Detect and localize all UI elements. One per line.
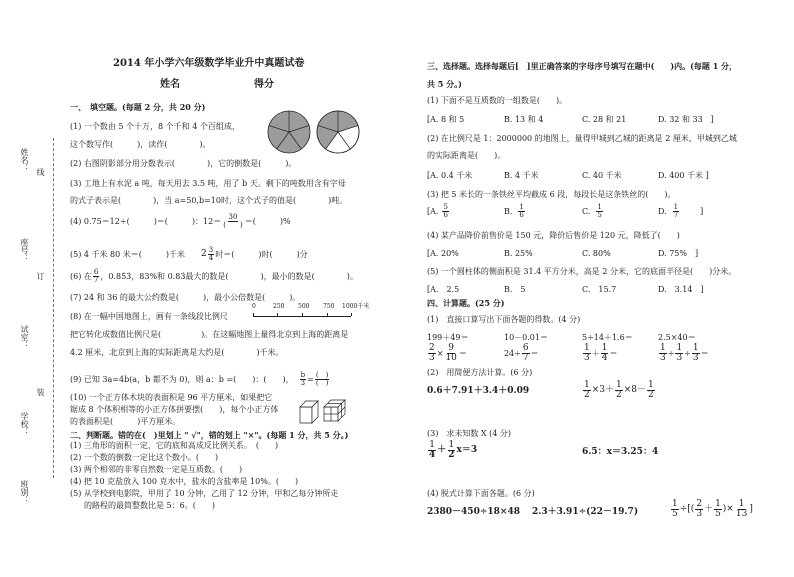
q5-mixed-int: 2: [201, 249, 207, 259]
q8-line3: 4.2 厘米，北京到上海的实际距离是大约是( )千米。: [70, 348, 284, 357]
frac-1-4: [601, 344, 609, 363]
q9-part1: (9) 已知 3a=4b(a，b 都不为 0)，则 a：b =( )：( )，: [70, 374, 294, 384]
calc-r1-d: 2.5×40＝: [658, 333, 696, 342]
num: 2: [429, 343, 435, 353]
scale-mark: [253, 313, 254, 316]
choice-q3-opt-b: [504, 204, 526, 219]
q9-fraction: [300, 372, 306, 387]
equals-sign: ＝: [530, 348, 539, 358]
den: 4: [601, 353, 608, 363]
scale-bar: [252, 304, 372, 324]
name-label: 姓名: [160, 79, 180, 90]
num: 9: [448, 343, 455, 353]
calc-r1-b: 10－0.01＝: [504, 333, 548, 342]
calc-r1-c: 5÷14＋1.6＝: [582, 333, 633, 342]
times-sign: ×: [436, 348, 444, 358]
cubes-figure: [298, 393, 358, 429]
choice-q4-opt-b: B. 25%: [504, 249, 533, 258]
q9-answer-fraction: $\frac{( )}{( )}$: [315, 371, 329, 387]
choice-q4-opt-d: D. 75% ]: [658, 249, 699, 258]
q10-line2: 锯成 8 个体积相等的小正方体拼要摆( )，每个小正方体: [70, 405, 279, 414]
opt-a-den: 6: [443, 211, 448, 219]
choice-q2-opt-c: C. 40 千米: [582, 171, 622, 180]
frac-1-3: [583, 344, 591, 363]
opt-c-fraction: [596, 204, 602, 219]
scale-line: [253, 316, 351, 317]
binding-line: [53, 138, 54, 478]
choice-q2-line2: 的实际距离是( )。: [427, 151, 506, 160]
simplify-expr-2: [582, 381, 656, 400]
choice-q1-opt-c: C. 28 和 21: [582, 115, 627, 124]
plus-sign: ＋: [591, 348, 600, 358]
opt-c-num: 1: [597, 203, 602, 211]
frac-1-5: [671, 500, 679, 519]
opt-bracket-end: ]: [700, 206, 704, 216]
choice-q4: (4) 某产品降价前售价是 150 元，降价后售价是 120 元，降低了( ): [427, 231, 680, 240]
section2-heading: 二、判断题。错的在( )里划上 " √"，错的划上 "×"。(每题 1 分，共 5 分。): [70, 430, 349, 440]
q5-text: [70, 247, 308, 262]
den: 3: [429, 353, 435, 363]
q6-fraction: [93, 269, 99, 284]
choice-q2-opt-b: B. 4 千米: [504, 171, 539, 180]
scale-tick-1000: 1000千米: [342, 303, 370, 310]
num: 1: [672, 499, 678, 509]
choice-q5: (5) 一个圆柱体的侧面积是 31.4 平方分米，高是 2 分米，它的底面半径是( )分米。: [427, 267, 737, 276]
scale-tick-250: 250: [273, 303, 285, 310]
opt-d-fraction: [673, 204, 679, 219]
judge-item-2: (2) 一个数的倒数一定比这个数小。( ): [70, 453, 219, 462]
plus-sign: ＋: [437, 445, 447, 455]
choice-q4-opt-c: C. 80%: [582, 249, 611, 258]
den: 3: [676, 353, 683, 363]
opt-letter-b: B.: [504, 206, 513, 216]
opt-c-den: 5: [597, 211, 602, 219]
q4-fraction: $\frac{30}{( )}$: [223, 213, 243, 229]
judge-item-1: (1) 三角形的面积一定，它的底和高成反比例关系。 ( ): [70, 441, 279, 450]
close-paren-times: )×: [722, 504, 734, 514]
margin-bind-label: 订: [36, 272, 45, 280]
den: 5: [672, 509, 678, 519]
q6-repeating2: 3̇: [180, 271, 186, 281]
num: 1: [660, 343, 666, 353]
q6-part1: (6) 在: [70, 271, 92, 281]
margin-room-label: 试室：: [20, 325, 29, 349]
frac-2-3: [428, 344, 436, 363]
num: 1: [429, 440, 435, 450]
choice-q2-line1: (2) 在比例尺是 1：2000000 的地图上，量得甲城到乙城的距离是 2 厘米，甲城到乙城: [427, 134, 737, 143]
opt-letter-c: C.: [582, 206, 591, 216]
frac-2-3: [695, 500, 703, 519]
q5-part2: 时＝( )时( )分: [215, 249, 308, 259]
q6-part4: 最大的数是( )，最小的数是( )。: [185, 271, 358, 281]
num: 1: [584, 343, 590, 353]
choice-q2-opt-d: D. 400 千米 ]: [658, 171, 709, 180]
judge-item-5: (5) 从学校到电影院，甲用了 10 分钟，乙用了 12 分钟，甲和乙每分钟所走: [70, 489, 339, 498]
choice-q5-opt-c: C. 15.7: [582, 285, 617, 294]
q6-part3: ，83%和 0.8: [131, 271, 181, 281]
opt-a-fraction: [442, 204, 448, 219]
simplify-expr-1: 0.6＋7.91＋3.4＋0.09: [427, 386, 530, 396]
equals-sign: ＝: [609, 348, 618, 358]
q5-fraction-den: 4: [208, 254, 214, 262]
choice-q5-opt-b: B. 5: [504, 285, 526, 294]
opt-a-num: 5: [443, 203, 448, 211]
margin-pack-label: 装: [36, 388, 45, 396]
q9-fraction-den: 3: [300, 379, 306, 387]
page-title: 2014 年小学六年级数学毕业升中真题试卷: [113, 58, 305, 69]
choice-q3-opt-a: [427, 204, 450, 219]
frac-1-3: [692, 344, 700, 363]
den: 2: [448, 450, 455, 460]
calc-r2-b: [504, 344, 539, 363]
num: 1: [738, 499, 745, 509]
calc-part4-instruction: (4) 脱式计算下面各题。(6 分): [427, 489, 535, 498]
divide-sign: ÷: [684, 348, 691, 358]
plus-sign: ＋: [704, 504, 714, 514]
shaded-circles-figure: [266, 109, 374, 155]
den: 3: [692, 353, 699, 363]
den: 3: [584, 353, 590, 363]
score-label: 得分: [254, 79, 274, 90]
calc-part2-instruction: (2) 用简便方法计算。(6 分): [427, 368, 533, 377]
q5-part1: (5) 4 千米 80 米＝( )千米: [70, 249, 186, 259]
expr-times-3-plus: ×3＋: [591, 385, 615, 395]
frac-1-2: [615, 381, 623, 400]
num: 1: [584, 380, 590, 390]
margin-line-label: 线: [36, 168, 45, 176]
calc-r1-a: 199＋49＝: [427, 333, 469, 342]
scale-mark: [327, 313, 328, 316]
q2-text: (2) 右图阴影部分用分数表示( )，它的倒数是( )。: [70, 159, 297, 168]
opt-b-fraction: [518, 204, 524, 219]
scale-mark: [302, 313, 303, 316]
q3-line1: (3) 工地上有水泥 a 吨，每天用去 3.5 吨，用了 b 天。剩下的吨数用含有字母: [70, 179, 346, 188]
stepwise-expr-2: 2.3＋3.91÷(22－19.7): [532, 507, 639, 517]
den: 4: [429, 450, 436, 460]
q6-repeating1: 5̇3̇: [121, 271, 132, 281]
q5-fraction-num: 3: [208, 246, 214, 254]
num: 1: [676, 343, 683, 353]
calc-part3-instruction: (3) 求未知数 X (4 分): [427, 429, 511, 438]
num: 1: [648, 380, 654, 390]
equation-1: [427, 441, 477, 460]
num: 1: [692, 343, 699, 353]
q4-part2: ＝( )%: [244, 216, 291, 226]
q9-equals: =: [307, 374, 314, 384]
section3-heading-cont: 共 5 分。): [427, 79, 462, 89]
scale-mark: [351, 313, 352, 316]
q4-fraction-num: 30: [228, 213, 238, 221]
q10-line3: 的表面积是( )平方厘米。: [70, 417, 181, 426]
frac-9-10: [444, 344, 457, 363]
den: 3: [660, 353, 666, 363]
choice-q4-opt-a: [A. 20%: [427, 249, 459, 258]
den: 2: [616, 390, 622, 400]
scale-tick-750: 750: [323, 303, 335, 310]
scale-tick-500: 500: [298, 303, 310, 310]
equals-sign: ＝: [700, 348, 709, 358]
q10-line1: (10) 一个正方体木块的表面积是 96 平方厘米，如果把它: [70, 393, 273, 402]
opt-letter-a: [A.: [427, 206, 439, 216]
frac-1-3: [659, 344, 667, 363]
equation-2: 6.5：x＝3.25：4: [582, 447, 659, 457]
den: 13: [735, 509, 748, 519]
choice-q3: (3) 把 5 米长的一条铁丝平均截成 6 段，每段长是这条铁丝的( )。: [427, 190, 676, 199]
num: 1: [616, 380, 622, 390]
frac-1-2: [583, 381, 591, 400]
section3-heading: 三、选择题。选择每题后[ ]里正确答案的字母序号填写在题中( )内。(每题 1 分，: [427, 61, 738, 71]
choice-q1-opt-d: D. 32 和 33 ]: [658, 115, 714, 124]
opt-b-den: 6: [519, 211, 524, 219]
section1-heading: 一、 填空题。(每题 2 分，共 20 分): [70, 102, 206, 112]
frac-1-4: [428, 441, 436, 460]
q4-text: [70, 214, 291, 229]
frac-1-2: [447, 441, 455, 460]
choice-q1-opt-b: B. 13 和 4: [504, 115, 544, 124]
q1-line2: 这个数写作( )，读作( )。: [70, 140, 211, 149]
opt-d-den: 7: [673, 211, 679, 219]
expr-24-div: 24÷: [504, 348, 521, 358]
num: 1: [715, 499, 721, 509]
den: 5: [715, 509, 721, 519]
choice-q5-opt-d: D. 3.14 ]: [658, 285, 704, 294]
divide-sign: ÷: [667, 348, 675, 358]
choice-q1: (1) 下面不是互质数的一组数是( )。: [427, 96, 568, 105]
margin-name-label: 姓名：: [20, 148, 29, 172]
choice-q3-opt-c: [582, 204, 604, 219]
choice-q5-opt-a: [A. 2.5: [427, 285, 460, 294]
equation-1-rest: x＝3: [456, 445, 478, 455]
choice-q3-opt-d: [658, 204, 703, 219]
judge-item-5-cont: 的路程的最简整数比是 5：6。( ): [84, 501, 215, 510]
q6-text: [70, 269, 358, 284]
den: 3: [696, 509, 703, 519]
q6-part2: ，0.8: [100, 271, 122, 281]
frac-1-5: [714, 500, 722, 519]
num: 2: [696, 499, 703, 509]
margin-class-label: 班别：: [20, 480, 29, 504]
frac-1-3: [675, 344, 683, 363]
num: 1: [448, 440, 455, 450]
den: 2: [648, 390, 654, 400]
den: 2: [584, 390, 590, 400]
frac-6-7: [522, 344, 530, 363]
q1-line1: (1) 一个数由 5 个十万，8 个千和 4 个百组成，: [70, 122, 240, 131]
q5-mixed-fraction: [208, 247, 214, 262]
q9-text: [70, 372, 330, 387]
num: 1: [601, 343, 608, 353]
margin-school-label: 学校：: [20, 412, 29, 436]
den: 7: [522, 353, 529, 363]
calc-r2-d: [658, 344, 709, 363]
frac-1-13: [735, 500, 748, 519]
q4-part1: (4) 0.75＝12÷( )＝( )：12＝: [70, 216, 222, 226]
q3-line2: 的式子表示是( )，当 a=50,b=10时，这个式子的值是( )吨。: [70, 196, 348, 205]
circle-partially-shaded: [317, 111, 359, 153]
num: 6: [522, 343, 529, 353]
den: 10: [445, 353, 457, 363]
calc-part1-instruction: (1) 直接口算写出下面各题的得数。(4 分): [427, 315, 581, 324]
q6-fraction-den: 7: [93, 276, 99, 284]
divide-open-bracket: ÷[(: [679, 504, 695, 514]
q9-fraction-num: b: [300, 371, 306, 379]
margin-number-label: 座号：: [20, 238, 29, 262]
close-bracket: ]: [749, 504, 753, 514]
frac-1-2: [647, 381, 655, 400]
opt-letter-d: D.: [658, 206, 667, 216]
q7-text: (7) 24 和 36 的最大公约数是( )，最小公倍数是( )。: [70, 293, 301, 302]
q8-line1: (8) 在一幅中国地图上，画有一条线段比例尺: [70, 312, 228, 321]
choice-q1-opt-a: [A. 8 和 5: [427, 115, 465, 124]
stepwise-expr-3: [670, 500, 753, 519]
stepwise-expr-1: 2380－450÷18×48: [427, 507, 520, 517]
equals-sign: ＝: [458, 348, 467, 358]
calc-r2-c: [582, 344, 617, 363]
opt-d-num: 1: [673, 203, 679, 211]
choice-q2-opt-a: [A. 0.4 千米: [427, 171, 473, 180]
q6-fraction-num: 6: [93, 268, 99, 276]
opt-b-num: 1: [519, 203, 524, 211]
judge-item-3: (3) 两个相邻的非零自然数一定是互质数。( ): [70, 465, 243, 474]
expr-times-8-minus: ×8－: [623, 385, 647, 395]
q8-line2: 把它转化成数值比例尺是( )。在这幅地图上量得北京到上海的距离是: [70, 330, 349, 339]
scale-mark: [277, 313, 278, 316]
scale-tick-0: 0: [252, 303, 256, 310]
circle-fully-shaded: [268, 111, 310, 153]
judge-item-4: (4) 把 10 克盐放入 100 克水中，盐水的含盐率是 10%。( ): [70, 477, 299, 486]
calc-r2-a: [427, 344, 467, 363]
section4-heading: 四、计算题。(25 分): [427, 298, 505, 308]
